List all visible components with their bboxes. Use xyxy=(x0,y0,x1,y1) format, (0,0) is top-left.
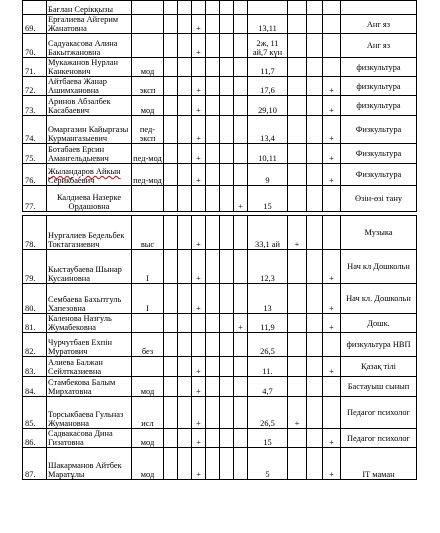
mark-d xyxy=(323,397,341,429)
mark-d xyxy=(323,15,341,34)
mark-d xyxy=(323,58,341,77)
mark-d: + xyxy=(323,314,341,333)
row-number: 84. xyxy=(23,377,47,397)
experience-cell: 11. xyxy=(248,357,288,377)
mark-a: + xyxy=(192,429,206,448)
mark-c xyxy=(288,250,307,284)
teacher-name: Мукажанов Нурлан Канкенович xyxy=(47,58,132,77)
mark-b xyxy=(234,250,248,284)
mark-d: + xyxy=(323,357,341,377)
table-row xyxy=(23,1,417,15)
mark-d xyxy=(323,34,341,58)
teacher-name: Шакарманов Айтбек Маратұлы xyxy=(47,448,132,480)
mark-b xyxy=(234,77,248,96)
mark-a: + xyxy=(192,116,206,144)
mark-a: + xyxy=(192,164,206,186)
row-number: 79. xyxy=(23,250,47,284)
table-row xyxy=(23,216,417,250)
teacher-name: Калдиева Назерке Ордашовна xyxy=(47,186,132,212)
table-row xyxy=(23,314,417,333)
teacher-name: Садуакасова Алина Бакытжановна xyxy=(47,34,132,58)
teacher-name: Аринов Абзалбек Касабаевич xyxy=(47,96,132,116)
mark-b xyxy=(234,96,248,116)
mark-b xyxy=(234,34,248,58)
subject-cell: физкультура xyxy=(341,96,417,116)
mark-c xyxy=(288,314,307,333)
mark-a xyxy=(192,314,206,333)
staff-table xyxy=(22,0,417,480)
table-row xyxy=(23,250,417,284)
table-row xyxy=(23,58,417,77)
subject-cell: Музыка xyxy=(341,216,417,250)
experience-cell: 11,9 xyxy=(248,314,288,333)
teacher-name: Сембаева Бахытгуль Хапезовна xyxy=(47,284,132,314)
table-row xyxy=(23,96,417,116)
row-number: 78. xyxy=(23,216,47,250)
mark-c xyxy=(288,96,307,116)
subject-cell: Физкультура xyxy=(341,164,417,186)
subject-cell: Қазақ тілі xyxy=(341,357,417,377)
subject-cell: физкультура xyxy=(341,58,417,77)
mark-b xyxy=(234,58,248,77)
mark-d xyxy=(323,216,341,250)
subject-cell: Физкультура xyxy=(341,144,417,164)
experience-cell: 15 xyxy=(248,429,288,448)
teacher-name: Ботабаев Ерсин Амангельдыевич xyxy=(47,144,132,164)
row-number: 83. xyxy=(23,357,47,377)
row-number: 85. xyxy=(23,397,47,429)
subject-cell: Анг яз xyxy=(341,34,417,58)
experience-cell: 13,4 xyxy=(248,116,288,144)
table-row xyxy=(23,429,417,448)
staff-table-sheet xyxy=(22,0,416,480)
mark-a: + xyxy=(192,397,206,429)
teacher-name: Садвакасова Дина Гизатовна xyxy=(47,429,132,448)
subject-cell: Бастауыш сынып xyxy=(341,377,417,397)
mark-d: + xyxy=(323,284,341,314)
category-cell: пед-мод xyxy=(132,164,164,186)
mark-b xyxy=(234,284,248,314)
mark-b xyxy=(234,216,248,250)
table-row xyxy=(23,164,417,186)
teacher-name: Жыландаров Айкын Серикбаевич xyxy=(47,164,132,186)
mark-a: + xyxy=(192,377,206,397)
subject-cell: Дошк. xyxy=(341,314,417,333)
row-number: 72. xyxy=(23,77,47,96)
mark-c xyxy=(288,377,307,397)
mark-a: + xyxy=(192,144,206,164)
subject-cell: IT маман xyxy=(341,448,417,480)
category-cell xyxy=(132,186,164,212)
mark-a: + xyxy=(192,96,206,116)
table-row xyxy=(23,377,417,397)
table-row xyxy=(23,116,417,144)
teacher-name: Нургалиев Бедельбек Токтагазиевич xyxy=(47,216,132,250)
row-number: 77. xyxy=(23,186,47,212)
table-row xyxy=(23,397,417,429)
mark-c: + xyxy=(288,397,307,429)
category-cell: I xyxy=(132,284,164,314)
mark-c xyxy=(288,144,307,164)
category-cell xyxy=(132,314,164,333)
teacher-name: Кыстаубаева Шынар Кусаиновна xyxy=(47,250,132,284)
mark-c xyxy=(288,333,307,357)
mark-d xyxy=(323,377,341,397)
mark-c xyxy=(288,284,307,314)
mark-d: + xyxy=(323,96,341,116)
table-row xyxy=(23,448,417,480)
mark-a: + xyxy=(192,250,206,284)
category-cell: эксп xyxy=(132,77,164,96)
subject-cell: Нач кл Дошкольн xyxy=(341,250,417,284)
experience-cell: 13 xyxy=(248,284,288,314)
mark-a: + xyxy=(192,284,206,314)
subject-cell: Анг яз xyxy=(341,15,417,34)
row-number: 82. xyxy=(23,333,47,357)
mark-d: + xyxy=(323,164,341,186)
mark-a xyxy=(192,186,206,212)
mark-c xyxy=(288,58,307,77)
mark-b xyxy=(234,164,248,186)
experience-cell: 10,11 xyxy=(248,144,288,164)
mark-a: + xyxy=(192,15,206,34)
subject-cell: Нач кл. Дошкольн xyxy=(341,284,417,314)
mark-c xyxy=(288,448,307,480)
row-number: 86. xyxy=(23,429,47,448)
mark-b xyxy=(234,333,248,357)
mark-b xyxy=(234,377,248,397)
table-row xyxy=(23,284,417,314)
mark-b xyxy=(234,144,248,164)
mark-a: + xyxy=(192,77,206,96)
teacher-name: Айтбаева Жанар Ашимхановна xyxy=(47,77,132,96)
category-cell xyxy=(132,15,164,34)
mark-a xyxy=(192,333,206,357)
table-section-b xyxy=(23,216,417,480)
teacher-name: Чурчутбаев Ехпін Муратович xyxy=(47,333,132,357)
category-cell: выс xyxy=(132,216,164,250)
mark-c xyxy=(288,15,307,34)
mark-b xyxy=(234,15,248,34)
row-number: 71. xyxy=(23,58,47,77)
category-cell: мод xyxy=(132,448,164,480)
mark-d: + xyxy=(323,250,341,284)
mark-b xyxy=(234,357,248,377)
mark-b xyxy=(234,397,248,429)
mark-d: + xyxy=(323,144,341,164)
mark-a: + xyxy=(192,34,206,58)
mark-d xyxy=(323,186,341,212)
mark-a: + xyxy=(192,357,206,377)
table-section-a xyxy=(23,1,417,212)
teacher-name: Торсыкбаева Гульназ Жумановна xyxy=(47,397,132,429)
category-cell: пед-эксп xyxy=(132,116,164,144)
mark-c xyxy=(288,116,307,144)
experience-cell: 9 xyxy=(248,164,288,186)
mark-b xyxy=(234,448,248,480)
row-number: 73. xyxy=(23,96,47,116)
mark-b xyxy=(234,429,248,448)
teacher-name: Ерғалиева Айгерим Жанатовна xyxy=(47,15,132,34)
mark-a: + xyxy=(192,216,206,250)
row-number: 81. xyxy=(23,314,47,333)
category-cell: исл xyxy=(132,397,164,429)
teacher-name: Алиева Балжан Сейлтказиевна xyxy=(47,357,132,377)
mark-b: + xyxy=(234,186,248,212)
category-cell: мод xyxy=(132,429,164,448)
mark-d xyxy=(323,333,341,357)
subject-cell: Физкультура xyxy=(341,116,417,144)
category-cell xyxy=(132,357,164,377)
mark-a: + xyxy=(192,448,206,480)
teacher-name: Омаргазин Кайыргазы Курмангазыевич xyxy=(47,116,132,144)
subject-cell: Педагог психолог xyxy=(341,429,417,448)
experience-cell: 13,11 xyxy=(248,15,288,34)
category-cell: мод xyxy=(132,58,164,77)
row-number: 75. xyxy=(23,144,47,164)
experience-cell: 26,5 xyxy=(248,397,288,429)
mark-d: + xyxy=(323,116,341,144)
mark-c xyxy=(288,77,307,96)
teacher-name: Стамбекова Балым Мирхатовна xyxy=(47,377,132,397)
experience-cell: 5 xyxy=(248,448,288,480)
category-cell: I xyxy=(132,250,164,284)
table-row xyxy=(23,186,417,212)
experience-cell: 4,7 xyxy=(248,377,288,397)
table-row xyxy=(23,357,417,377)
category-cell: мод xyxy=(132,377,164,397)
category-cell: пед-мод xyxy=(132,144,164,164)
mark-d: + xyxy=(323,448,341,480)
table-row xyxy=(23,34,417,58)
category-cell: без xyxy=(132,333,164,357)
experience-cell: 29,10 xyxy=(248,96,288,116)
experience-cell: 26,5 xyxy=(248,333,288,357)
row-number: 76. xyxy=(23,164,47,186)
mark-d: + xyxy=(323,429,341,448)
mark-c xyxy=(288,357,307,377)
mark-c: + xyxy=(288,216,307,250)
experience-cell: 2ж, 11 ай,7 күн xyxy=(248,34,288,58)
mark-c xyxy=(288,429,307,448)
category-cell xyxy=(132,34,164,58)
row-number: 80. xyxy=(23,284,47,314)
teacher-name: Бағлан Серікқызы xyxy=(47,1,132,15)
subject-cell: Педагог психолог xyxy=(341,397,417,429)
table-row xyxy=(23,15,417,34)
row-number: 70. xyxy=(23,34,47,58)
teacher-name: Каленова Назгуль Жумабековна xyxy=(47,314,132,333)
subject-cell: физкультура НВП xyxy=(341,333,417,357)
subject-cell: Өзін-өзі тану xyxy=(341,186,417,212)
experience-cell: 17,6 xyxy=(248,77,288,96)
mark-c xyxy=(288,34,307,58)
table-row xyxy=(23,77,417,96)
row-number: 69. xyxy=(23,15,47,34)
mark-c xyxy=(288,186,307,212)
mark-a xyxy=(192,58,206,77)
mark-d: + xyxy=(323,77,341,96)
subject-cell: физкультура xyxy=(341,77,417,96)
mark-c xyxy=(288,164,307,186)
experience-cell: 11,7 xyxy=(248,58,288,77)
mark-b xyxy=(234,116,248,144)
experience-cell: 15 xyxy=(248,186,288,212)
row-number: 87. xyxy=(23,448,47,480)
table-row xyxy=(23,144,417,164)
category-cell: мод xyxy=(132,96,164,116)
table-row xyxy=(23,333,417,357)
row-number: 74. xyxy=(23,116,47,144)
experience-cell: 12,3 xyxy=(248,250,288,284)
experience-cell: 33,1 ай xyxy=(248,216,288,250)
mark-b: + xyxy=(234,314,248,333)
